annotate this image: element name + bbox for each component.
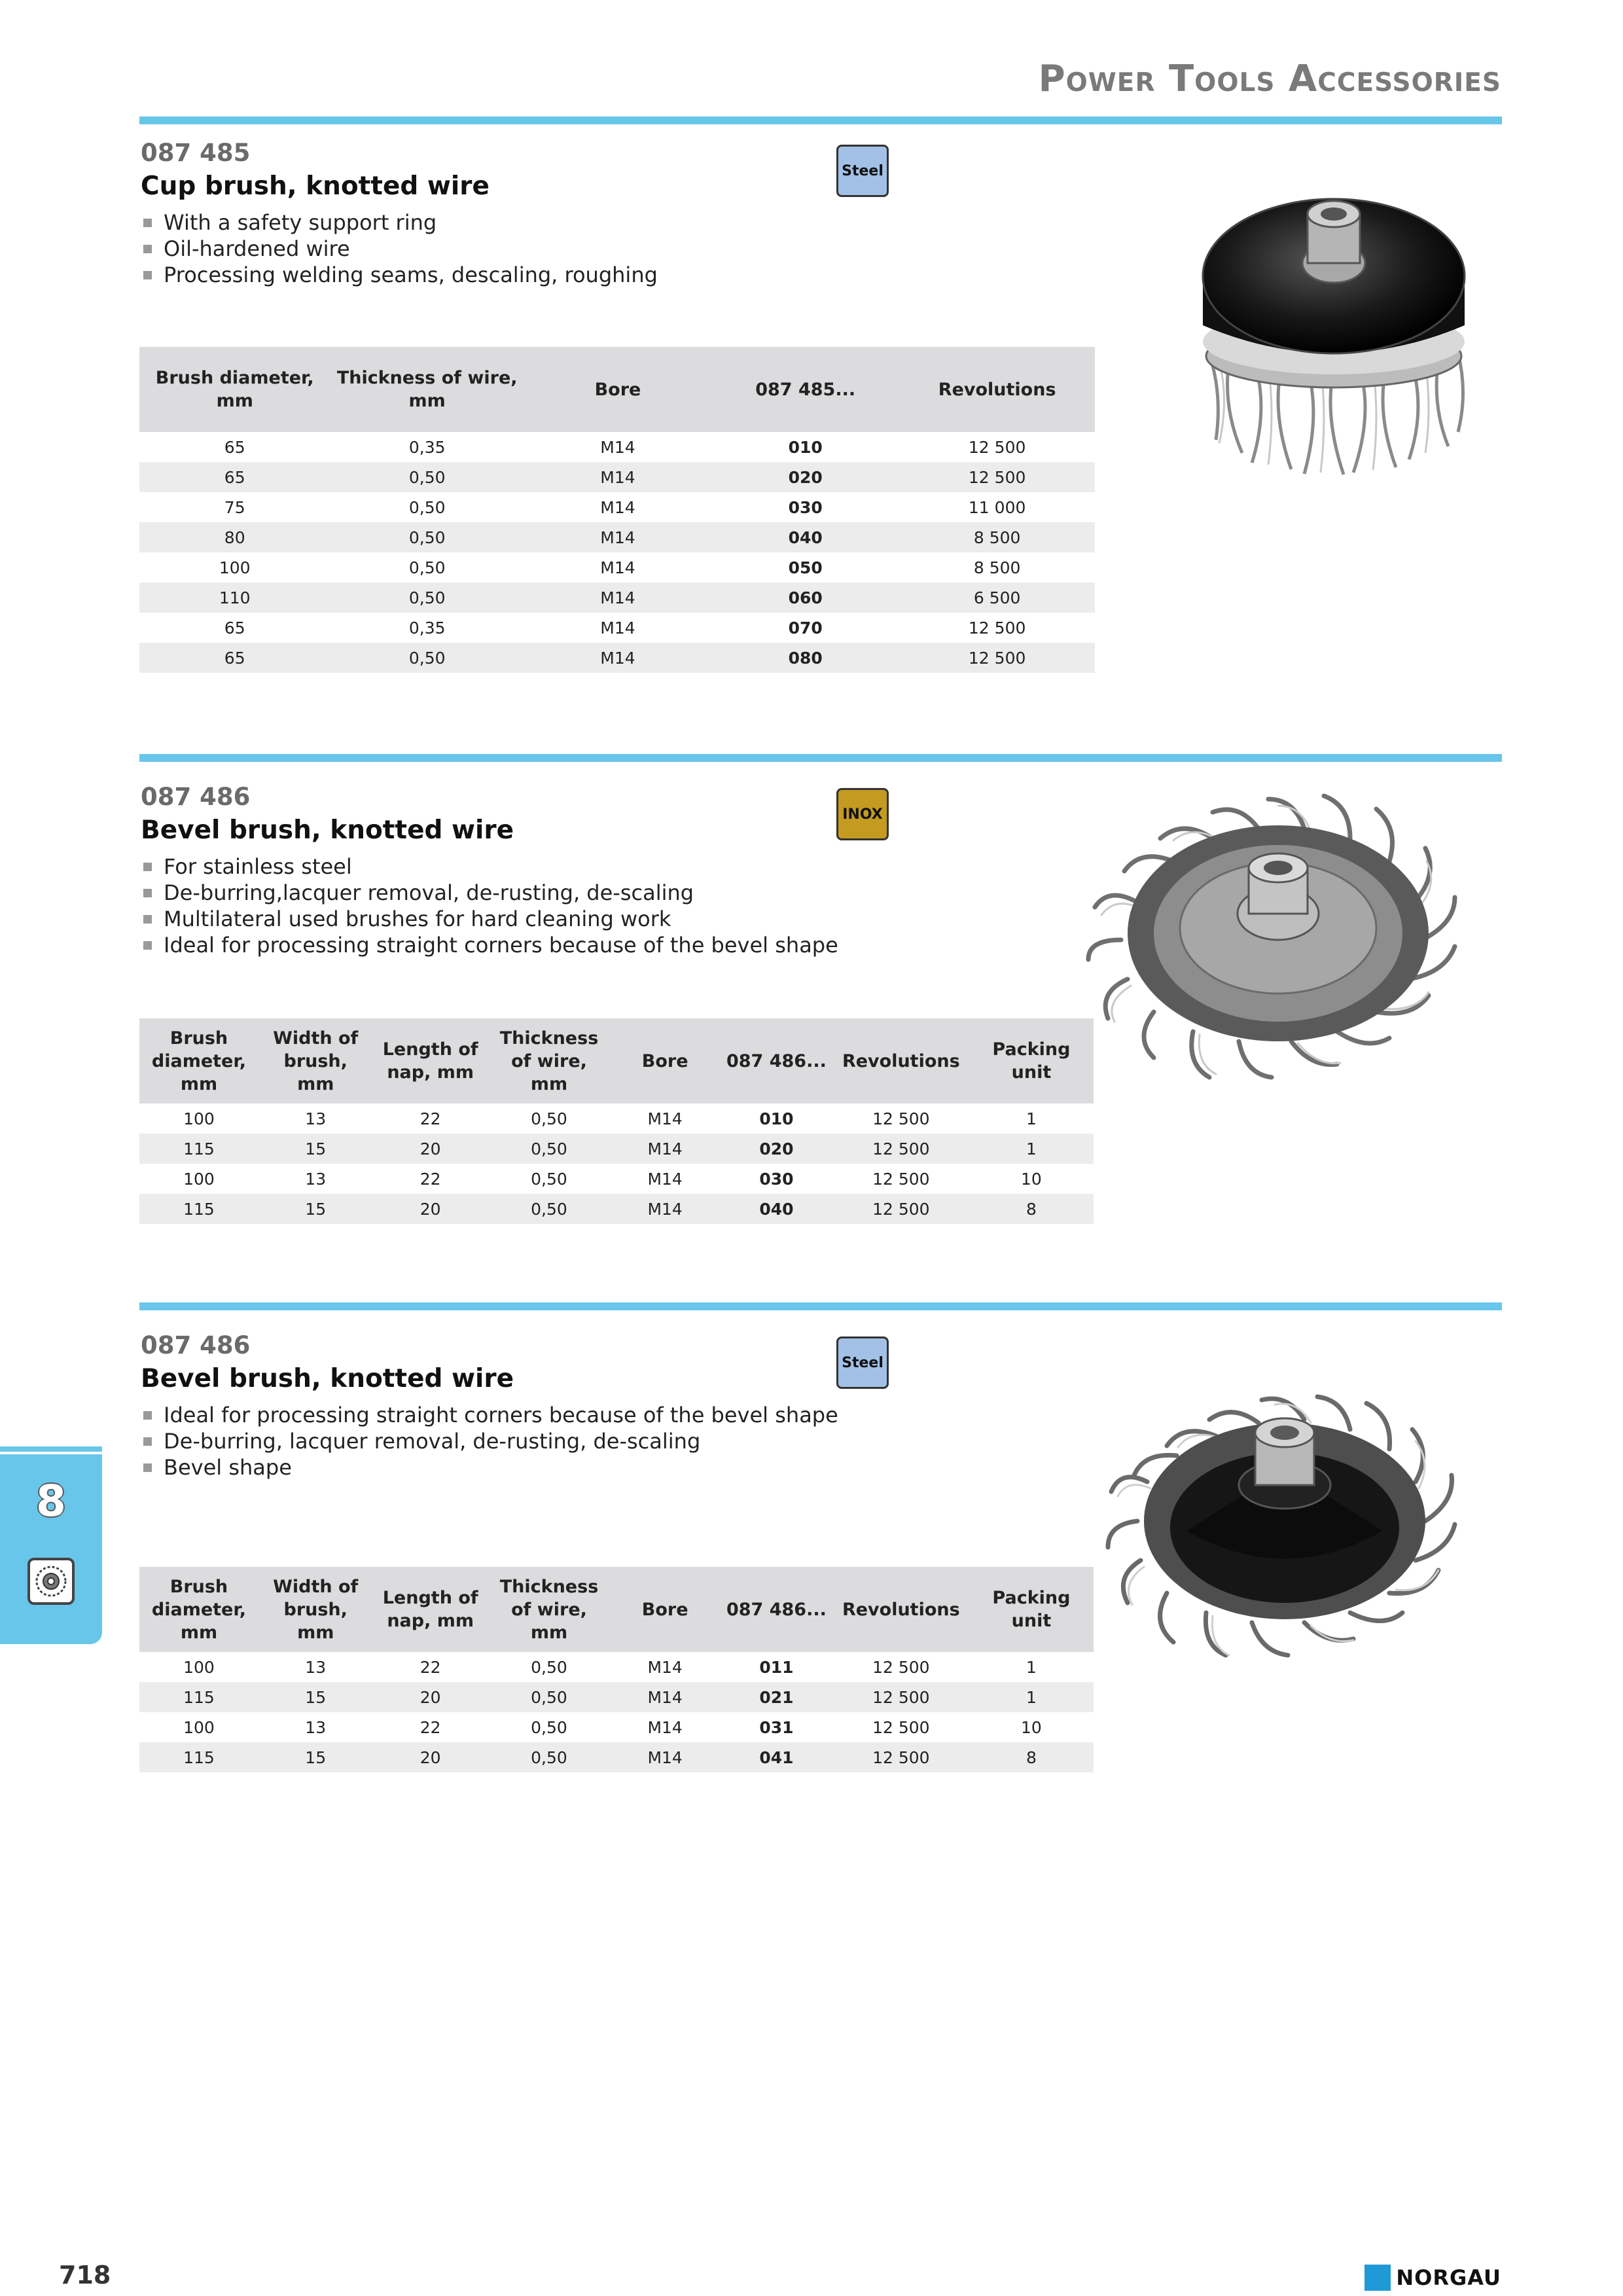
table-cell: 12 500: [833, 1134, 969, 1164]
feature-item: Bevel shape: [141, 1454, 838, 1480]
table-cell: 65: [224, 437, 245, 457]
table-cell: M14: [647, 1169, 683, 1189]
article-code-cell: 021: [720, 1682, 833, 1712]
article-code-cell: 010: [759, 1109, 794, 1128]
table-cell: 12 500: [899, 643, 1095, 673]
table-header-row: [139, 1567, 1094, 1652]
table-row: [139, 1103, 1094, 1134]
table-row: [139, 522, 1095, 552]
table-cell: 0,50: [531, 1717, 567, 1737]
table-row: [139, 1164, 1094, 1194]
table-cell: 1: [1026, 1109, 1037, 1128]
column-header: Revolutions: [833, 1018, 969, 1103]
table-cell: 0,50: [330, 583, 524, 613]
feature-item: With a safety support ring: [141, 209, 658, 236]
table-row: [139, 492, 1095, 522]
table-cell: M14: [524, 583, 711, 613]
table-cell: 65: [139, 462, 330, 492]
table-cell: 1: [969, 1134, 1094, 1164]
table-cell: 12 500: [872, 1717, 930, 1737]
table-row: [139, 1712, 1094, 1742]
table-cell: 15: [259, 1194, 373, 1224]
table-cell: 12 500: [968, 618, 1026, 637]
brand-name: NORGAU: [1396, 2265, 1501, 2290]
feature-item: Processing welding seams, descaling, roughing: [141, 262, 658, 288]
table-cell: M14: [647, 1717, 683, 1737]
table-cell: 22: [419, 1109, 441, 1128]
feature-item: Ideal for processing straight corners because of the bevel shape: [141, 1402, 838, 1428]
article-code-cell: 060: [711, 583, 899, 613]
section-divider: [139, 117, 1502, 124]
section-divider: [139, 1302, 1502, 1310]
table-cell: 15: [259, 1742, 373, 1772]
column-header: Thickness of wire, mm: [330, 347, 524, 432]
table-cell: 115: [139, 1682, 259, 1712]
table-cell: M14: [610, 1682, 720, 1712]
side-tab-top-line: [0, 1446, 102, 1452]
table-cell: M14: [610, 1134, 720, 1164]
table-cell: M14: [524, 462, 711, 492]
table-row: [139, 583, 1095, 613]
table-cell: 100: [183, 1169, 215, 1189]
article-number: 087 486: [141, 1331, 251, 1359]
table-row: [139, 1194, 1094, 1224]
table-cell: 20: [373, 1194, 488, 1224]
wire-brush-icon: [27, 1558, 75, 1605]
product-title: Cup brush, knotted wire: [141, 171, 490, 201]
bevel-brush-steel-image: [1101, 1371, 1494, 1672]
column-header: Brush diameter, mm: [139, 347, 330, 432]
article-code-cell: 030: [759, 1169, 794, 1189]
table-row: [139, 1652, 1094, 1682]
table-cell: 12 500: [872, 1169, 930, 1189]
table-cell: 0,35: [408, 437, 446, 457]
page-number: 718: [59, 2261, 111, 2289]
table-cell: 13: [305, 1169, 327, 1189]
table-cell: 0,50: [488, 1682, 610, 1712]
feature-item: For stainless steel: [141, 853, 838, 880]
table-row: [139, 613, 1095, 643]
column-header: Length of nap, mm: [373, 1567, 488, 1652]
table-cell: 8 500: [973, 558, 1021, 577]
article-number: 087 485: [141, 139, 251, 167]
material-badge-inox: INOX: [836, 788, 889, 840]
product-section-bevel-brush-inox: [139, 783, 1502, 1254]
column-header: Packing unit: [969, 1567, 1094, 1652]
column-header: Bore: [610, 1567, 720, 1652]
feature-item: Oil-hardened wire: [141, 236, 658, 262]
feature-item: De-burring, lacquer removal, de-rusting, de-scaling: [141, 1428, 838, 1454]
table-cell: 8: [969, 1194, 1094, 1224]
table-cell: 13: [305, 1717, 327, 1737]
table-cell: 1: [969, 1682, 1094, 1712]
article-code-cell: 010: [788, 437, 823, 457]
table-cell: 100: [183, 1109, 215, 1128]
table-cell: 0,50: [330, 522, 524, 552]
spec-table: [139, 347, 1095, 673]
table-cell: 20: [373, 1134, 488, 1164]
table-row: [139, 643, 1095, 673]
logo-square-icon: [1364, 2265, 1391, 2291]
table-cell: 0,50: [531, 1657, 567, 1677]
table-cell: M14: [524, 522, 711, 552]
brand-logo: [1364, 2265, 1501, 2291]
article-code-cell: 050: [788, 558, 823, 577]
article-code-cell: 031: [759, 1717, 794, 1737]
feature-list: [141, 853, 838, 958]
column-header: Width of brush, mm: [259, 1567, 373, 1652]
product-title: Bevel brush, knotted wire: [141, 816, 514, 845]
table-cell: 80: [139, 522, 330, 552]
article-number: 087 486: [141, 783, 251, 811]
table-row: [139, 1134, 1094, 1164]
column-header: Length of nap, mm: [373, 1018, 488, 1103]
table-cell: 65: [139, 643, 330, 673]
table-cell: 8 500: [899, 522, 1095, 552]
table-cell: 0,50: [408, 558, 446, 577]
column-header: Thickness of wire, mm: [488, 1567, 610, 1652]
table-cell: 11 000: [968, 497, 1026, 517]
table-cell: 22: [419, 1657, 441, 1677]
table-cell: M14: [524, 643, 711, 673]
table-cell: 75: [224, 497, 245, 517]
table-cell: M14: [647, 1109, 683, 1128]
bevel-brush-inox-image: [1082, 783, 1488, 1097]
table-cell: 20: [373, 1742, 488, 1772]
column-header: Bore: [524, 347, 711, 432]
article-code-cell: 041: [720, 1742, 833, 1772]
table-header-row: [139, 347, 1095, 432]
feature-list: [141, 1402, 838, 1480]
table-cell: 12 500: [833, 1194, 969, 1224]
article-code-cell: 020: [720, 1134, 833, 1164]
article-code-cell: 030: [788, 497, 823, 517]
table-cell: M14: [600, 618, 635, 637]
table-cell: 0,50: [488, 1194, 610, 1224]
table-cell: 0,35: [408, 618, 446, 637]
table-cell: 0,50: [330, 643, 524, 673]
table-row: [139, 1742, 1094, 1772]
article-code-cell: 070: [788, 618, 823, 637]
table-cell: 8: [969, 1742, 1094, 1772]
article-code-cell: 020: [711, 462, 899, 492]
cup-brush-image: [1183, 185, 1484, 486]
table-row: [139, 432, 1095, 462]
table-cell: 65: [224, 618, 245, 637]
product-title: Bevel brush, knotted wire: [141, 1364, 514, 1393]
feature-item: Multilateral used brushes for hard cleaning work: [141, 906, 838, 932]
table-cell: 22: [419, 1169, 441, 1189]
table-cell: 12 500: [968, 437, 1026, 457]
table-row: [139, 1682, 1094, 1712]
product-section-bevel-brush-steel: [139, 1331, 1502, 1803]
article-code-cell: 080: [711, 643, 899, 673]
column-header: Bore: [610, 1018, 720, 1103]
table-cell: 1: [1026, 1657, 1037, 1677]
column-header: Revolutions: [833, 1567, 969, 1652]
spec-table: [139, 1567, 1094, 1772]
table-cell: 115: [139, 1194, 259, 1224]
table-cell: 20: [373, 1682, 488, 1712]
table-cell: 10: [1021, 1169, 1042, 1189]
table-cell: M14: [600, 558, 635, 577]
section-divider: [139, 754, 1502, 762]
feature-list: [141, 209, 658, 288]
column-header: 087 486...: [720, 1567, 833, 1652]
table-cell: 10: [1021, 1717, 1042, 1737]
table-cell: 12 500: [899, 462, 1095, 492]
article-code-cell: 011: [759, 1657, 794, 1677]
table-cell: M14: [600, 497, 635, 517]
feature-item: De-burring,lacquer removal, de-rusting, de-scaling: [141, 880, 838, 906]
table-cell: 100: [183, 1717, 215, 1737]
column-header: Thickness of wire, mm: [488, 1018, 610, 1103]
table-cell: 110: [139, 583, 330, 613]
table-row: [139, 552, 1095, 583]
table-cell: 115: [139, 1134, 259, 1164]
table-cell: 100: [219, 558, 251, 577]
table-cell: 100: [183, 1657, 215, 1677]
table-cell: 0,50: [330, 462, 524, 492]
table-cell: 12 500: [833, 1682, 969, 1712]
table-cell: 0,50: [488, 1742, 610, 1772]
product-section-cup-brush: [139, 139, 1502, 682]
table-cell: 0,50: [531, 1169, 567, 1189]
page-header-title: Power Tools Accessories: [1038, 58, 1501, 100]
table-cell: 0,50: [488, 1134, 610, 1164]
table-cell: 15: [259, 1134, 373, 1164]
table-row: [139, 462, 1095, 492]
column-header: Brush diameter, mm: [139, 1018, 259, 1103]
column-header: Width of brush, mm: [259, 1018, 373, 1103]
table-cell: 12 500: [872, 1109, 930, 1128]
table-cell: M14: [610, 1194, 720, 1224]
table-cell: 6 500: [899, 583, 1095, 613]
table-header-row: [139, 1018, 1094, 1103]
table-cell: 13: [305, 1109, 327, 1128]
table-cell: 12 500: [872, 1657, 930, 1677]
table-cell: 12 500: [833, 1742, 969, 1772]
table-cell: 15: [259, 1682, 373, 1712]
column-header: 087 486...: [720, 1018, 833, 1103]
column-header: 087 485...: [711, 347, 899, 432]
feature-item: Ideal for processing straight corners because of the bevel shape: [141, 932, 838, 958]
table-cell: M14: [610, 1742, 720, 1772]
table-cell: M14: [647, 1657, 683, 1677]
spec-table: [139, 1018, 1094, 1224]
material-badge-steel: Steel: [836, 145, 889, 197]
material-badge-steel: Steel: [836, 1336, 889, 1389]
table-cell: 0,50: [531, 1109, 567, 1128]
article-code-cell: 040: [720, 1194, 833, 1224]
table-cell: 115: [139, 1742, 259, 1772]
column-header: Brush diameter, mm: [139, 1567, 259, 1652]
table-cell: 22: [419, 1717, 441, 1737]
table-cell: 0,50: [408, 497, 446, 517]
article-code-cell: 040: [711, 522, 899, 552]
column-header: Packing unit: [969, 1018, 1094, 1103]
table-cell: 13: [305, 1657, 327, 1677]
chapter-number: 8: [36, 1476, 66, 1526]
column-header: Revolutions: [899, 347, 1095, 432]
table-cell: M14: [600, 437, 635, 457]
